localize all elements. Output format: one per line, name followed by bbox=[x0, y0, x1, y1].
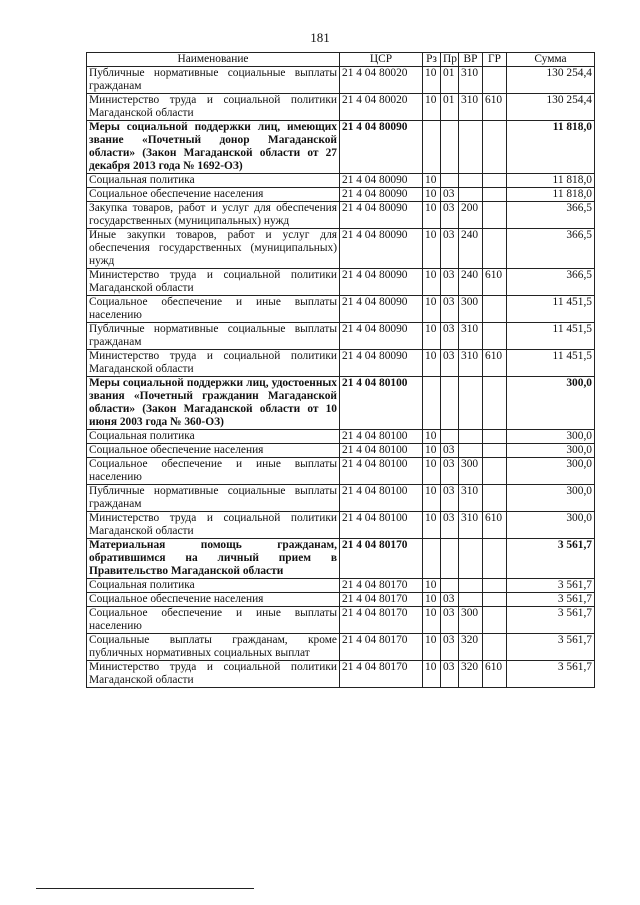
cell-gr bbox=[483, 202, 507, 229]
header-pr: Пр bbox=[441, 53, 459, 67]
cell-rz: 10 bbox=[423, 174, 441, 188]
cell-sum: 11 818,0 bbox=[507, 188, 595, 202]
cell-pr: 03 bbox=[441, 269, 459, 296]
cell-sum: 11 451,5 bbox=[507, 323, 595, 350]
cell-csr: 21 4 04 80020 bbox=[340, 94, 423, 121]
cell-pr: 03 bbox=[441, 350, 459, 377]
cell-csr: 21 4 04 80100 bbox=[340, 377, 423, 430]
table-row bbox=[87, 67, 595, 94]
cell-rz: 10 bbox=[423, 593, 441, 607]
cell-csr: 21 4 04 80090 bbox=[340, 296, 423, 323]
cell-name: Социальное обеспечение и иные выплаты населению bbox=[87, 607, 340, 634]
cell-vr: 310 bbox=[459, 323, 483, 350]
cell-vr bbox=[459, 593, 483, 607]
cell-csr: 21 4 04 80090 bbox=[340, 269, 423, 296]
cell-rz bbox=[423, 539, 441, 579]
cell-csr: 21 4 04 80090 bbox=[340, 121, 423, 174]
cell-sum: 300,0 bbox=[507, 377, 595, 430]
cell-pr: 03 bbox=[441, 661, 459, 688]
cell-name: Социальное обеспечение населения bbox=[87, 188, 340, 202]
cell-pr: 03 bbox=[441, 458, 459, 485]
cell-name: Публичные нормативные социальные выплаты гражданам bbox=[87, 485, 340, 512]
cell-csr: 21 4 04 80100 bbox=[340, 512, 423, 539]
cell-rz: 10 bbox=[423, 661, 441, 688]
header-csr: ЦСР bbox=[340, 53, 423, 67]
cell-pr bbox=[441, 121, 459, 174]
cell-name: Социальная политика bbox=[87, 579, 340, 593]
cell-vr: 310 bbox=[459, 485, 483, 512]
cell-vr: 310 bbox=[459, 512, 483, 539]
cell-sum: 130 254,4 bbox=[507, 67, 595, 94]
table-row bbox=[87, 485, 595, 512]
cell-name: Министерство труда и социальной политики Магаданской области bbox=[87, 269, 340, 296]
table-row bbox=[87, 202, 595, 229]
cell-gr: 610 bbox=[483, 269, 507, 296]
table-row bbox=[87, 458, 595, 485]
cell-gr bbox=[483, 579, 507, 593]
cell-gr bbox=[483, 458, 507, 485]
cell-csr: 21 4 04 80100 bbox=[340, 485, 423, 512]
cell-name: Министерство труда и социальной политики Магаданской области bbox=[87, 94, 340, 121]
cell-csr: 21 4 04 80090 bbox=[340, 202, 423, 229]
cell-vr: 300 bbox=[459, 458, 483, 485]
cell-name: Меры социальной поддержки лиц, удостоенных звания «Почетный гражданин Магаданской области» (Закон Магаданской области от 10 июня 2003 года № 360-ОЗ) bbox=[87, 377, 340, 430]
cell-gr bbox=[483, 174, 507, 188]
cell-csr: 21 4 04 80170 bbox=[340, 593, 423, 607]
cell-csr: 21 4 04 80100 bbox=[340, 444, 423, 458]
cell-gr: 610 bbox=[483, 661, 507, 688]
footnote-divider bbox=[36, 888, 254, 889]
table-header bbox=[87, 53, 595, 67]
table-row bbox=[87, 188, 595, 202]
table-row bbox=[87, 121, 595, 174]
cell-vr bbox=[459, 579, 483, 593]
cell-csr: 21 4 04 80100 bbox=[340, 430, 423, 444]
cell-vr: 310 bbox=[459, 94, 483, 121]
cell-csr: 21 4 04 80090 bbox=[340, 229, 423, 269]
cell-gr bbox=[483, 539, 507, 579]
cell-pr: 03 bbox=[441, 607, 459, 634]
cell-name: Социальное обеспечение населения bbox=[87, 593, 340, 607]
cell-gr bbox=[483, 67, 507, 94]
cell-pr: 03 bbox=[441, 634, 459, 661]
cell-sum: 11 451,5 bbox=[507, 296, 595, 323]
cell-pr: 03 bbox=[441, 202, 459, 229]
cell-name: Социальная политика bbox=[87, 430, 340, 444]
table-row bbox=[87, 661, 595, 688]
cell-csr: 21 4 04 80090 bbox=[340, 174, 423, 188]
cell-vr bbox=[459, 174, 483, 188]
cell-pr: 03 bbox=[441, 485, 459, 512]
cell-name: Закупка товаров, работ и услуг для обеспечения государственных (муниципальных) нужд bbox=[87, 202, 340, 229]
cell-rz: 10 bbox=[423, 229, 441, 269]
cell-gr bbox=[483, 296, 507, 323]
table-row bbox=[87, 94, 595, 121]
cell-sum: 366,5 bbox=[507, 229, 595, 269]
cell-gr: 610 bbox=[483, 350, 507, 377]
cell-pr bbox=[441, 174, 459, 188]
cell-name: Меры социальной поддержки лиц, имеющих звание «Почетный донор Магаданской области» (Закон Магаданской области от 27 декабря 2013 года № 1692-ОЗ) bbox=[87, 121, 340, 174]
cell-csr: 21 4 04 80100 bbox=[340, 458, 423, 485]
cell-vr: 310 bbox=[459, 67, 483, 94]
cell-rz bbox=[423, 121, 441, 174]
cell-sum: 300,0 bbox=[507, 512, 595, 539]
cell-name: Министерство труда и социальной политики Магаданской области bbox=[87, 350, 340, 377]
cell-name: Социальное обеспечение и иные выплаты населению bbox=[87, 458, 340, 485]
header-name: Наименование bbox=[87, 53, 340, 67]
cell-gr bbox=[483, 444, 507, 458]
table-row bbox=[87, 377, 595, 430]
cell-csr: 21 4 04 80170 bbox=[340, 539, 423, 579]
cell-pr: 03 bbox=[441, 444, 459, 458]
cell-pr: 01 bbox=[441, 94, 459, 121]
cell-rz: 10 bbox=[423, 458, 441, 485]
cell-rz: 10 bbox=[423, 269, 441, 296]
cell-gr bbox=[483, 323, 507, 350]
cell-csr: 21 4 04 80090 bbox=[340, 188, 423, 202]
cell-csr: 21 4 04 80020 bbox=[340, 67, 423, 94]
cell-gr bbox=[483, 121, 507, 174]
cell-gr: 610 bbox=[483, 94, 507, 121]
cell-sum: 11 818,0 bbox=[507, 121, 595, 174]
cell-csr: 21 4 04 80090 bbox=[340, 323, 423, 350]
cell-csr: 21 4 04 80170 bbox=[340, 579, 423, 593]
cell-rz: 10 bbox=[423, 607, 441, 634]
cell-gr bbox=[483, 188, 507, 202]
table-row bbox=[87, 539, 595, 579]
cell-gr bbox=[483, 634, 507, 661]
cell-gr: 610 bbox=[483, 512, 507, 539]
cell-vr: 240 bbox=[459, 269, 483, 296]
cell-sum: 300,0 bbox=[507, 430, 595, 444]
cell-vr: 300 bbox=[459, 607, 483, 634]
budget-table bbox=[86, 52, 595, 688]
cell-csr: 21 4 04 80170 bbox=[340, 634, 423, 661]
cell-pr: 03 bbox=[441, 229, 459, 269]
cell-vr: 320 bbox=[459, 661, 483, 688]
table-row bbox=[87, 634, 595, 661]
cell-rz: 10 bbox=[423, 485, 441, 512]
cell-sum: 366,5 bbox=[507, 269, 595, 296]
cell-sum: 366,5 bbox=[507, 202, 595, 229]
cell-rz: 10 bbox=[423, 512, 441, 539]
cell-sum: 300,0 bbox=[507, 444, 595, 458]
header-vr: ВР bbox=[459, 53, 483, 67]
cell-sum: 11 818,0 bbox=[507, 174, 595, 188]
header-sum: Сумма bbox=[507, 53, 595, 67]
cell-vr: 300 bbox=[459, 296, 483, 323]
cell-pr bbox=[441, 377, 459, 430]
table-row bbox=[87, 350, 595, 377]
cell-gr bbox=[483, 229, 507, 269]
cell-name: Публичные нормативные социальные выплаты гражданам bbox=[87, 323, 340, 350]
cell-vr bbox=[459, 188, 483, 202]
cell-vr: 310 bbox=[459, 350, 483, 377]
cell-vr bbox=[459, 121, 483, 174]
table-row bbox=[87, 269, 595, 296]
cell-gr bbox=[483, 430, 507, 444]
table-row bbox=[87, 593, 595, 607]
cell-vr bbox=[459, 444, 483, 458]
cell-sum: 3 561,7 bbox=[507, 634, 595, 661]
cell-pr: 03 bbox=[441, 296, 459, 323]
table-row bbox=[87, 229, 595, 269]
table-row bbox=[87, 607, 595, 634]
cell-sum: 3 561,7 bbox=[507, 593, 595, 607]
cell-pr bbox=[441, 539, 459, 579]
cell-rz: 10 bbox=[423, 579, 441, 593]
cell-sum: 3 561,7 bbox=[507, 579, 595, 593]
cell-csr: 21 4 04 80170 bbox=[340, 661, 423, 688]
cell-sum: 11 451,5 bbox=[507, 350, 595, 377]
cell-name: Иные закупки товаров, работ и услуг для обеспечения государственных (муниципальных) нужд bbox=[87, 229, 340, 269]
cell-pr bbox=[441, 579, 459, 593]
cell-sum: 130 254,4 bbox=[507, 94, 595, 121]
cell-vr: 320 bbox=[459, 634, 483, 661]
cell-vr: 200 bbox=[459, 202, 483, 229]
table-row bbox=[87, 430, 595, 444]
cell-pr bbox=[441, 430, 459, 444]
table-row bbox=[87, 512, 595, 539]
table-row bbox=[87, 579, 595, 593]
cell-gr bbox=[483, 485, 507, 512]
cell-rz bbox=[423, 377, 441, 430]
cell-pr: 03 bbox=[441, 188, 459, 202]
cell-rz: 10 bbox=[423, 94, 441, 121]
cell-name: Материальная помощь гражданам, обратившимся на личный прием в Правительство Магаданской области bbox=[87, 539, 340, 579]
table-row bbox=[87, 174, 595, 188]
table-row bbox=[87, 323, 595, 350]
cell-sum: 3 561,7 bbox=[507, 607, 595, 634]
cell-rz: 10 bbox=[423, 67, 441, 94]
cell-pr: 03 bbox=[441, 512, 459, 539]
cell-name: Социальное обеспечение населения bbox=[87, 444, 340, 458]
header-rz: Рз bbox=[423, 53, 441, 67]
table-row bbox=[87, 296, 595, 323]
cell-name: Социальное обеспечение и иные выплаты населению bbox=[87, 296, 340, 323]
cell-pr: 03 bbox=[441, 323, 459, 350]
cell-csr: 21 4 04 80170 bbox=[340, 607, 423, 634]
cell-gr bbox=[483, 377, 507, 430]
cell-vr: 240 bbox=[459, 229, 483, 269]
cell-name: Министерство труда и социальной политики Магаданской области bbox=[87, 512, 340, 539]
cell-sum: 300,0 bbox=[507, 458, 595, 485]
cell-sum: 3 561,7 bbox=[507, 661, 595, 688]
cell-rz: 10 bbox=[423, 634, 441, 661]
cell-vr bbox=[459, 377, 483, 430]
cell-name: Социальная политика bbox=[87, 174, 340, 188]
cell-csr: 21 4 04 80090 bbox=[340, 350, 423, 377]
cell-rz: 10 bbox=[423, 323, 441, 350]
cell-sum: 300,0 bbox=[507, 485, 595, 512]
cell-name: Министерство труда и социальной политики Магаданской области bbox=[87, 661, 340, 688]
cell-rz: 10 bbox=[423, 188, 441, 202]
cell-pr: 01 bbox=[441, 67, 459, 94]
cell-pr: 03 bbox=[441, 593, 459, 607]
header-row bbox=[87, 53, 595, 67]
cell-name: Публичные нормативные социальные выплаты гражданам bbox=[87, 67, 340, 94]
cell-rz: 10 bbox=[423, 444, 441, 458]
cell-rz: 10 bbox=[423, 350, 441, 377]
header-gr: ГР bbox=[483, 53, 507, 67]
cell-sum: 3 561,7 bbox=[507, 539, 595, 579]
cell-rz: 10 bbox=[423, 430, 441, 444]
cell-rz: 10 bbox=[423, 202, 441, 229]
table-row bbox=[87, 444, 595, 458]
cell-vr bbox=[459, 430, 483, 444]
cell-name: Социальные выплаты гражданам, кроме публичных нормативных социальных выплат bbox=[87, 634, 340, 661]
page-number: 181 bbox=[310, 30, 330, 45]
cell-gr bbox=[483, 593, 507, 607]
cell-gr bbox=[483, 607, 507, 634]
cell-vr bbox=[459, 539, 483, 579]
table-body bbox=[87, 67, 595, 688]
cell-rz: 10 bbox=[423, 296, 441, 323]
